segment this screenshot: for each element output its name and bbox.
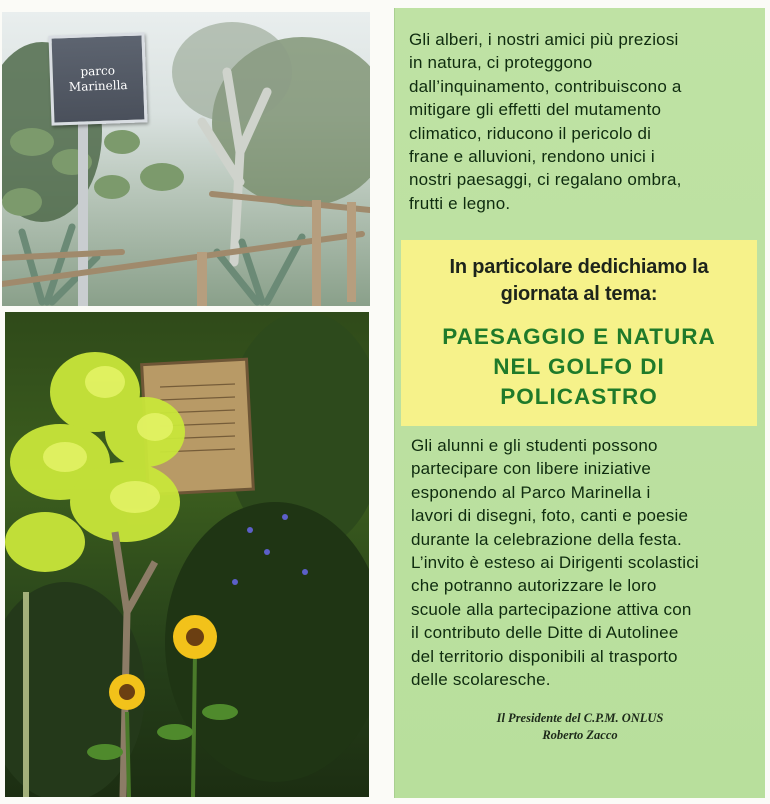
body-line: partecipare con libere iniziative	[411, 459, 652, 479]
body-line: L’invito è esteso ai Dirigenti scolastici	[411, 553, 699, 573]
body-line: del territorio disponibili al trasporto	[411, 646, 678, 666]
intro-line: in natura, ci proteggono	[409, 53, 593, 73]
body-line: durante la celebrazione della festa.	[411, 529, 682, 549]
intro-paragraph	[409, 28, 751, 215]
park-sign-line-2: Marinella	[68, 77, 128, 95]
theme-intro	[401, 254, 757, 308]
body-line: delle scolaresche.	[411, 670, 551, 690]
intro-line: climatico, riducono il pericolo di	[409, 123, 652, 143]
park-sign-line-1: parco	[80, 63, 116, 79]
intro-line: frane e alluvioni, rendono unici i	[409, 147, 655, 167]
garden-photo	[5, 312, 369, 797]
intro-line: nostri paesaggi, ci regalano ombra,	[409, 170, 682, 190]
intro-line: dall’inquinamento, contribuiscono a	[409, 76, 682, 96]
theme-title-line: PAESAGGIO E NATURA	[442, 324, 716, 349]
park-sign-photo	[2, 12, 370, 306]
intro-line: mitigare gli effetti del mutamento	[409, 100, 662, 120]
signature	[395, 710, 765, 744]
park-sign	[48, 32, 147, 125]
body-line: il contributo delle Ditte di Autolinee	[411, 623, 679, 643]
theme-title-line: NEL GOLFO DI	[493, 354, 665, 379]
intro-line: Gli alberi, i nostri amici più preziosi	[409, 30, 679, 49]
body-line: lavori di disegni, foto, canti e poesie	[411, 506, 689, 526]
theme-highlight-box	[401, 240, 757, 426]
signature-name: Roberto Zacco	[542, 728, 618, 742]
body-line: che potranno autorizzare le loro	[411, 576, 657, 596]
body-line: Gli alunni e gli studenti possono	[411, 436, 658, 455]
info-card	[394, 8, 765, 798]
theme-title-line: POLICASTRO	[500, 384, 658, 409]
garden-scenery-illustration	[5, 312, 369, 797]
theme-intro-line: In particolare dedichiamo la	[449, 256, 709, 278]
theme-intro-line: giornata al tema:	[500, 283, 658, 305]
intro-line: frutti e legno.	[409, 193, 511, 213]
participation-paragraph	[411, 434, 751, 691]
body-line: scuole alla partecipazione attiva con	[411, 599, 692, 619]
signature-title: Il Presidente del C.P.M. ONLUS	[496, 711, 664, 725]
theme-title	[401, 322, 757, 412]
body-line: esponendo al Parco Marinella i	[411, 482, 651, 502]
